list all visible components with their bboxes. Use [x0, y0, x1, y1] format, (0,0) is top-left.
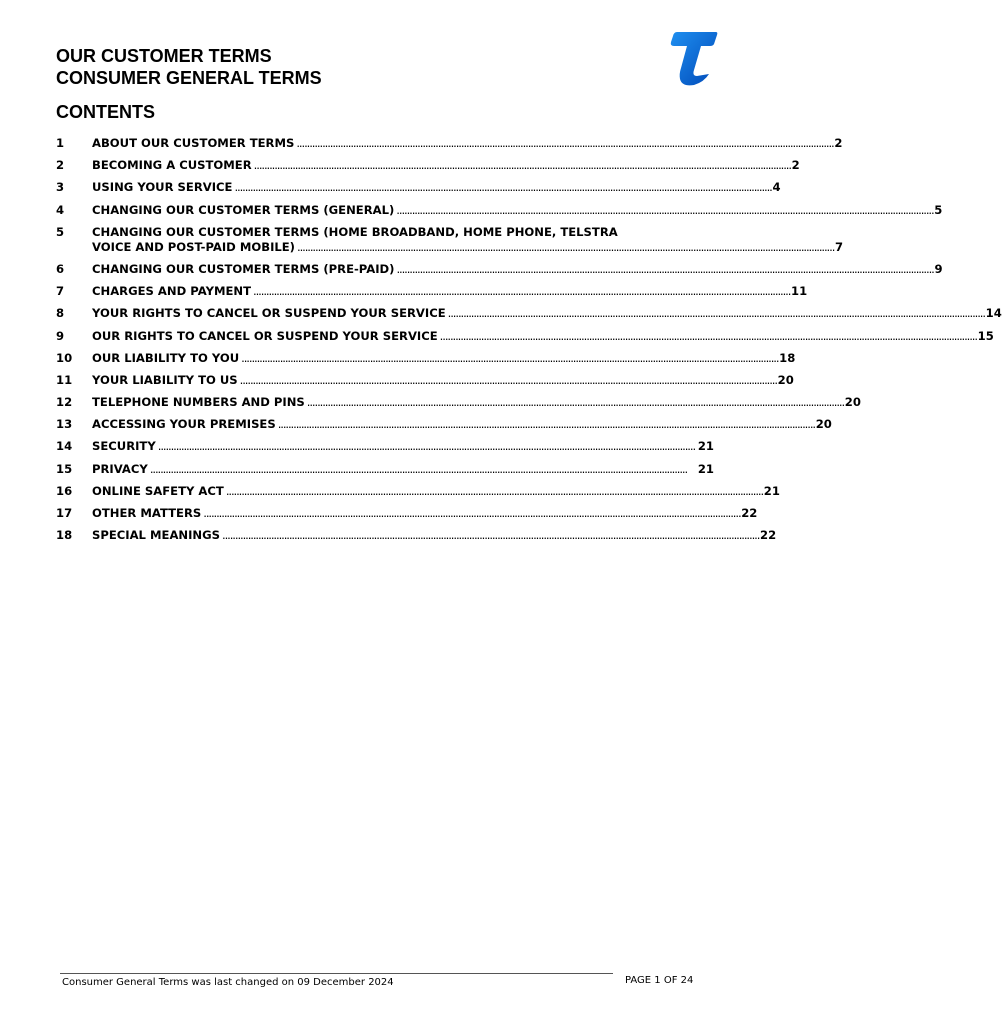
toc-entry-title: YOUR LIABILITY TO US: [92, 372, 238, 387]
toc-dot-leader: [396, 262, 932, 277]
toc-entry-title: PRIVACY: [92, 461, 148, 476]
toc-entry-number: 16: [56, 483, 73, 498]
toc-entry[interactable]: [56, 350, 796, 366]
toc-dot-leader: [297, 240, 833, 255]
toc-entry-number: 18: [56, 528, 73, 543]
footer-page-number: PAGE 1 OF 24: [625, 975, 694, 986]
toc-dot-leader: [307, 395, 843, 410]
toc-entry-page: 2: [834, 136, 843, 150]
toc-entry[interactable]: [56, 202, 943, 218]
toc-entry-number: 12: [56, 395, 73, 410]
toc-dot-leader: [241, 351, 777, 366]
toc-entry-page: 18: [779, 350, 796, 365]
title-line-2: CONSUMER GENERAL TERMS: [56, 68, 322, 88]
toc-dot-leader: [396, 203, 932, 218]
toc-entry-page: 5: [934, 202, 943, 217]
toc-entry-number: 13: [56, 417, 73, 432]
toc-entry-number: 17: [56, 506, 73, 520]
toc-entry-number: 14: [56, 439, 73, 454]
toc-dot-leader: [296, 136, 832, 151]
toc-dot-leader: [278, 417, 814, 432]
toc-entry-page: 21: [697, 439, 714, 454]
toc-entry-title-line1: CHANGING OUR CUSTOMER TERMS (HOME BROADBAND, HOME PHONE, TELSTRA: [92, 224, 618, 239]
document-title: [56, 45, 322, 89]
toc-entry-title: VOICE AND POST-PAID MOBILE): [92, 239, 295, 254]
toc-entry[interactable]: [56, 462, 714, 477]
toc-entry[interactable]: [56, 506, 758, 521]
toc-entry-title: USING YOUR SERVICE: [92, 180, 233, 195]
toc-dot-leader: [226, 484, 762, 499]
toc-entry-title: OTHER MATTERS: [92, 506, 202, 520]
toc-dot-leader: [150, 462, 696, 477]
toc-entry-page: 11: [791, 284, 808, 299]
toc-entry[interactable]: [56, 395, 861, 410]
toc-entry-page: 20: [777, 372, 794, 387]
toc-entry[interactable]: [56, 284, 808, 299]
toc-entry-page: 7: [834, 239, 844, 254]
footer-divider: [60, 973, 613, 974]
toc-dot-leader: [158, 439, 696, 454]
toc-entry-title: CHANGING OUR CUSTOMER TERMS (GENERAL): [92, 202, 395, 217]
toc-entry-title: BECOMING A CUSTOMER: [92, 158, 252, 173]
toc-entry[interactable]: [56, 306, 1002, 321]
toc-entry-page: 4: [772, 180, 781, 195]
toc-entry-title: ONLINE SAFETY ACT: [92, 483, 224, 498]
toc-entry[interactable]: [56, 261, 943, 277]
toc-entry-page: 9: [934, 261, 943, 276]
toc-dot-leader: [240, 373, 776, 388]
toc-dot-leader: [254, 158, 790, 173]
title-line-1: OUR CUSTOMER TERMS: [56, 46, 272, 66]
toc-dot-leader: [222, 528, 758, 543]
toc-entry-title: SPECIAL MEANINGS: [92, 528, 221, 543]
toc-entry-number: 8: [56, 306, 65, 321]
toc-entry-number: 2: [56, 158, 65, 173]
toc-entry-title: YOUR RIGHTS TO CANCEL OR SUSPEND YOUR SERVICE: [92, 306, 446, 321]
footer-last-changed: Consumer General Terms was last changed on 09 December 2024: [62, 977, 394, 988]
toc-entry[interactable]: [56, 439, 714, 454]
toc-entry-number: 15: [56, 461, 73, 476]
toc-dot-leader: [253, 284, 789, 299]
toc-entry-page: 21: [763, 483, 780, 498]
toc-entry-page: 15: [977, 328, 994, 343]
toc-entry[interactable]: [56, 372, 794, 388]
contents-heading: CONTENTS: [56, 102, 155, 122]
toc-dot-leader: [234, 180, 770, 195]
toc-entry-page: 21: [697, 461, 714, 476]
toc-entry[interactable]: [56, 224, 844, 255]
toc-entry-number: 10: [56, 350, 73, 365]
toc-entry-page: 20: [815, 417, 832, 432]
toc-entry-number: 1: [56, 136, 65, 150]
toc-entry-title: OUR LIABILITY TO YOU: [92, 350, 240, 365]
table-of-contents: [56, 136, 1002, 550]
toc-dot-leader: [203, 506, 739, 521]
toc-entry-title: SECURITY: [92, 439, 156, 454]
toc-entry-number: 4: [56, 202, 65, 217]
toc-entry-number: 9: [56, 328, 65, 343]
toc-entry[interactable]: [56, 136, 843, 151]
toc-dot-leader: [440, 329, 976, 344]
toc-entry[interactable]: [56, 328, 994, 344]
toc-entry-number: 6: [56, 261, 65, 276]
toc-entry-title: ACCESSING YOUR PREMISES: [92, 417, 276, 432]
toc-dot-leader: [448, 306, 984, 321]
toc-entry[interactable]: [56, 528, 777, 543]
toc-entry-title: CHANGING OUR CUSTOMER TERMS (PRE-PAID): [92, 261, 395, 276]
toc-entry-number: 7: [56, 284, 65, 299]
telstra-t-logo-icon: [664, 30, 718, 86]
toc-entry-page: 20: [844, 395, 861, 410]
toc-entry-title: CHARGES AND PAYMENT: [92, 284, 252, 299]
toc-entry-number: 11: [56, 372, 73, 387]
toc-entry[interactable]: [56, 158, 800, 173]
toc-entry-page: 22: [741, 506, 758, 520]
toc-entry-number: 5: [56, 224, 65, 239]
toc-entry-number: 3: [56, 180, 65, 195]
toc-entry[interactable]: [56, 180, 781, 195]
toc-entry[interactable]: [56, 483, 780, 499]
toc-entry-title: OUR RIGHTS TO CANCEL OR SUSPEND YOUR SERVICE: [92, 328, 438, 343]
toc-entry-title: TELEPHONE NUMBERS AND PINS: [92, 395, 305, 410]
toc-entry[interactable]: [56, 417, 832, 432]
toc-entry-title: ABOUT OUR CUSTOMER TERMS: [92, 136, 295, 150]
toc-entry-page: 2: [791, 158, 800, 173]
toc-entry-page: 22: [760, 528, 777, 543]
toc-entry-page: 14: [985, 306, 1002, 321]
